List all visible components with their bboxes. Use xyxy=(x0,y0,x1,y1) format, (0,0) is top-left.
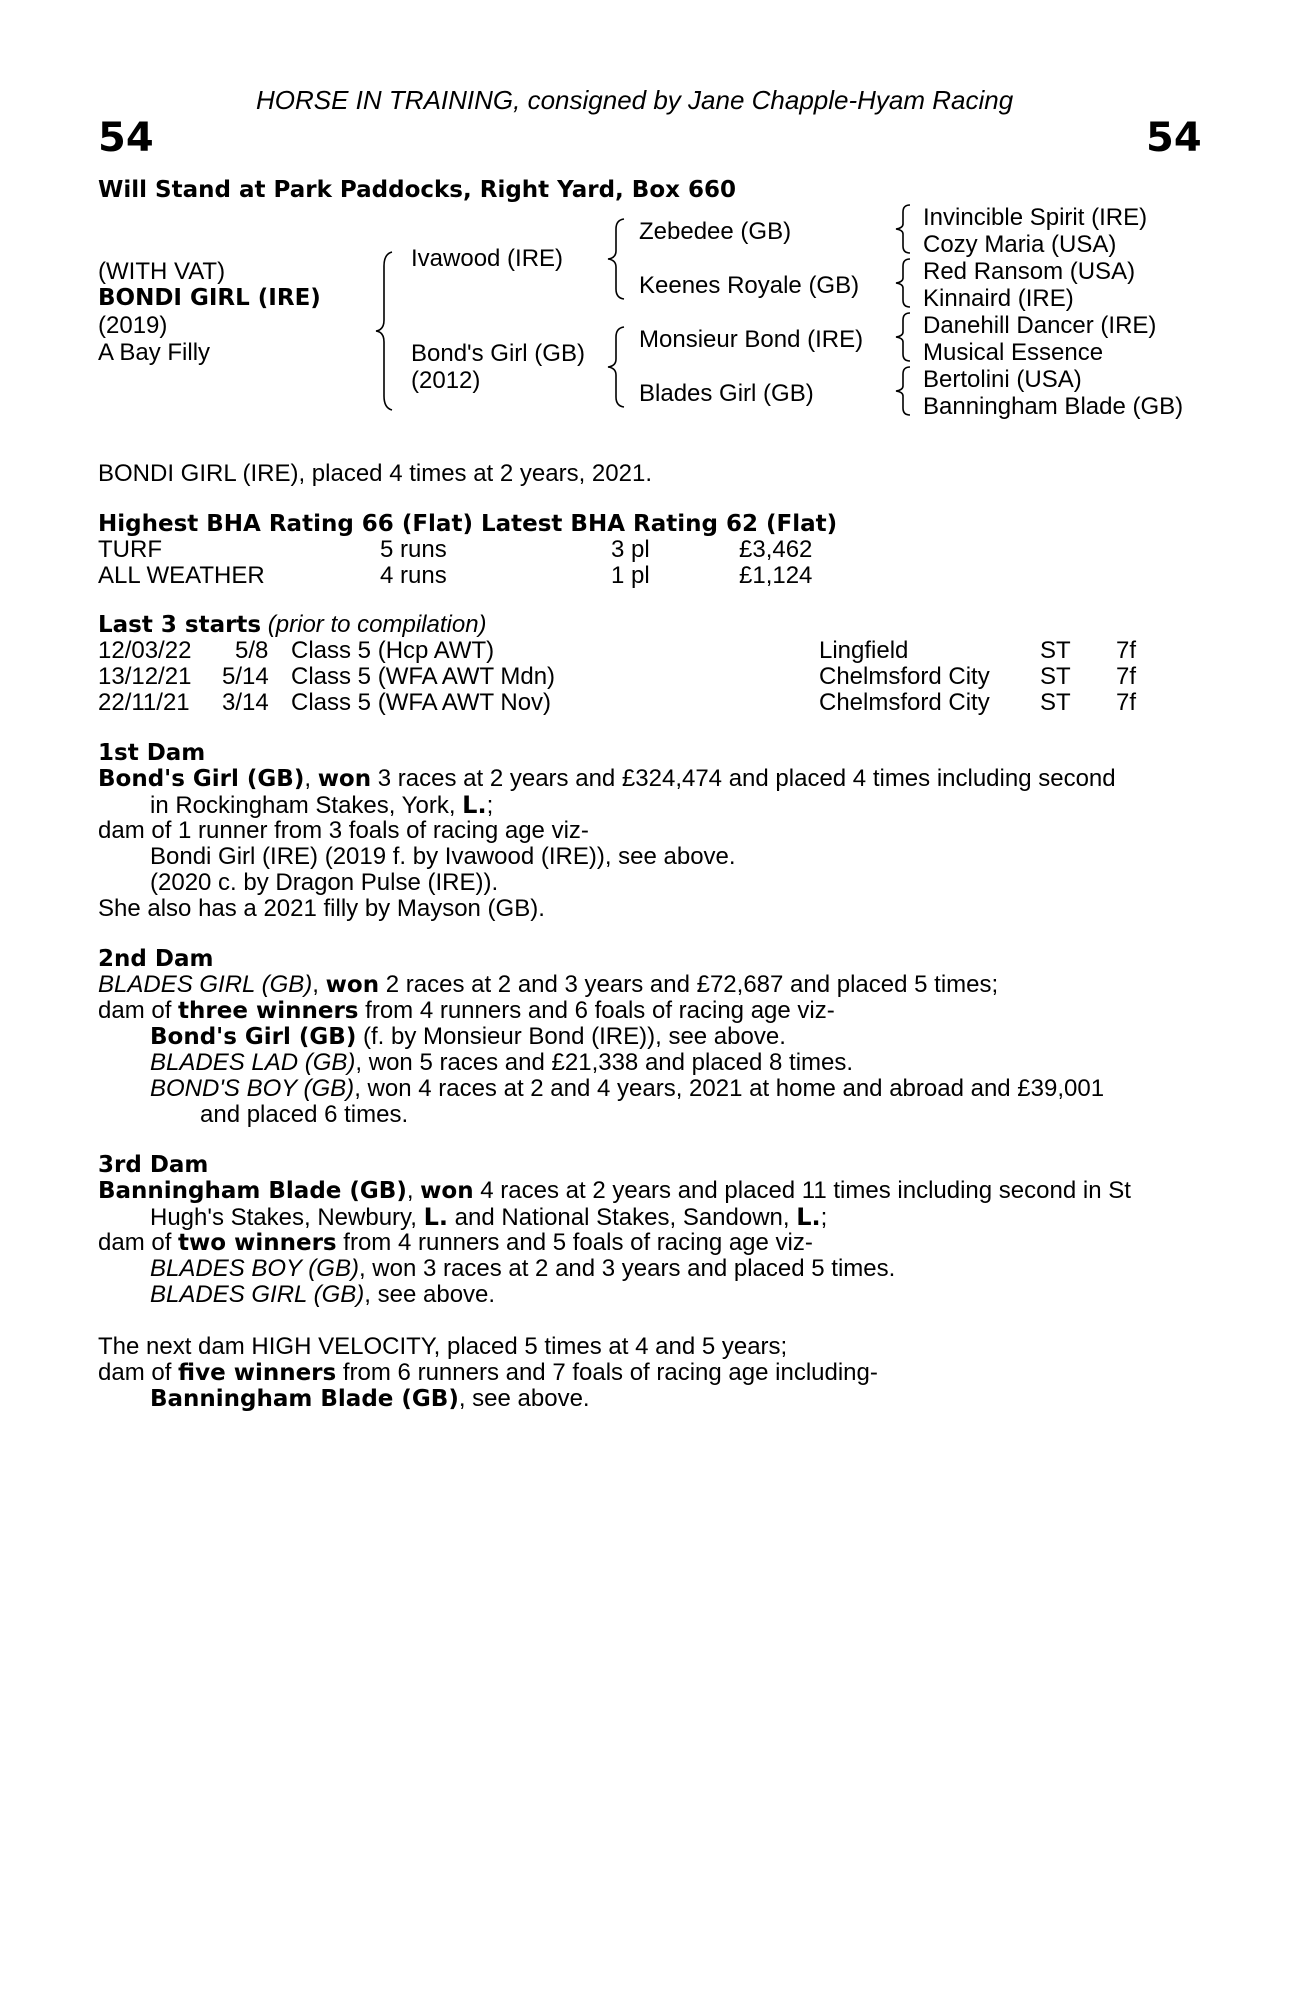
nextdam-line-1: The next dam HIGH VELOCITY, placed 5 times at 4 and 5 years; xyxy=(98,1333,788,1360)
dam2-l4-text: , won 5 races and £21,338 and placed 8 times. xyxy=(355,1049,854,1076)
starts-heading: Last 3 starts xyxy=(98,612,262,638)
dam3-line-5 xyxy=(150,1282,495,1308)
start-course: Chelmsford City xyxy=(819,689,990,716)
pedigree-sire: Ivawood (IRE) xyxy=(411,245,564,272)
pedigree-dam-sire: Monsieur Bond (IRE) xyxy=(639,326,864,353)
dam2-l5-text: , won 4 races at 2 and 4 years, 2021 at home and abroad and £39,001 xyxy=(354,1075,1105,1102)
dam1-line-4: Bondi Girl (IRE) (2019 f. by Ivawood (IRE)), see above. xyxy=(150,843,736,870)
horse-year: (2019) xyxy=(98,312,168,339)
dam2-l2-post: from 4 runners and 6 foals of racing age viz- xyxy=(358,997,835,1024)
pedigree-brace-dam xyxy=(604,325,628,409)
start-date: 13/12/21 xyxy=(98,663,192,690)
start-distance: 7f xyxy=(1116,663,1137,690)
pedigree-brace-g2 xyxy=(892,257,914,309)
dam2-line-6: and placed 6 times. xyxy=(200,1101,409,1128)
ratings-earnings: £3,462 xyxy=(739,536,813,563)
dam1-line-6: She also has a 2021 filly by Mayson (GB). xyxy=(98,895,545,922)
ratings-placed: 1 pl xyxy=(611,562,650,589)
nextdam-line-2 xyxy=(98,1360,878,1386)
dam1-line-2 xyxy=(150,792,493,819)
dam3-l2-mid: and National Stakes, Sandown, xyxy=(448,1204,797,1231)
start-going: ST xyxy=(1040,637,1071,664)
pedigree-dam: Bond's Girl (GB) xyxy=(411,340,585,367)
dam2-l2-pre: dam of xyxy=(98,997,179,1024)
dam2-line-1: BLADES GIRL (GB), won 2 races at 2 and 3 years and £72,687 and placed 5 times; xyxy=(98,971,999,998)
starts-heading-line xyxy=(98,612,487,638)
pedigree-brace-g1 xyxy=(892,203,914,255)
dam2-line-5 xyxy=(150,1076,1104,1102)
pedigree-g7: Bertolini (USA) xyxy=(923,366,1082,393)
dam2-winners: three winners xyxy=(178,998,359,1024)
dam1-heading: 1st Dam xyxy=(98,740,206,766)
dam1-name: Bond's Girl (GB) xyxy=(98,766,305,792)
nextdam-l3-text: , see above. xyxy=(458,1385,590,1412)
nextdam-line-3 xyxy=(150,1386,590,1412)
nextdam-l2-post: from 6 runners and 7 foals of racing age including- xyxy=(336,1359,878,1386)
ratings-surface: TURF xyxy=(98,536,162,563)
pedigree-g5: Danehill Dancer (IRE) xyxy=(923,312,1157,339)
dam3-l5-text: , see above. xyxy=(364,1281,496,1308)
pedigree-g3: Red Ransom (USA) xyxy=(923,258,1136,285)
dam3-l2-text: Hugh's Stakes, Newbury, xyxy=(150,1204,424,1231)
nextdam-l2-pre: dam of xyxy=(98,1359,179,1386)
dam3-line-2 xyxy=(150,1204,827,1231)
dam1-listed-mark: L. xyxy=(462,791,487,819)
dam3-l3-pre: dam of xyxy=(98,1229,179,1256)
pedigree-brace-main xyxy=(372,250,396,412)
start-position: 3/14 xyxy=(222,689,269,716)
lot-number-left: 54 xyxy=(98,115,154,161)
start-going: ST xyxy=(1040,689,1071,716)
dam3-line-1: Banningham Blade (GB), won 4 races at 2 years and placed 11 times including second in St xyxy=(98,1177,1131,1204)
start-distance: 7f xyxy=(1116,689,1137,716)
pedigree-sire-dam: Keenes Royale (GB) xyxy=(639,272,860,299)
dam2-l4-it: BLADES LAD (GB) xyxy=(150,1049,356,1076)
start-position: 5/8 xyxy=(235,637,269,664)
dam3-l5-it: BLADES GIRL (GB) xyxy=(150,1281,365,1308)
dam3-line-4 xyxy=(150,1256,895,1282)
start-race: Class 5 (Hcp AWT) xyxy=(291,637,495,664)
dam2-l1-text: 2 races at 2 and 3 years and £72,687 and placed 5 times; xyxy=(379,971,999,998)
start-distance: 7f xyxy=(1116,637,1137,664)
dam3-won: won xyxy=(420,1178,474,1204)
dam1-l2-end: ; xyxy=(486,792,494,819)
dam1-won: won xyxy=(317,766,372,792)
dam3-heading: 3rd Dam xyxy=(98,1152,209,1178)
pedigree-brace-g3 xyxy=(892,311,914,363)
start-date: 12/03/22 xyxy=(98,637,192,664)
dam1-line-5: (2020 c. by Dragon Pulse (IRE)). xyxy=(150,869,499,896)
ratings-runs: 5 runs xyxy=(380,536,447,563)
ratings-earnings: £1,124 xyxy=(739,562,813,589)
horse-name: BONDI GIRL (IRE) xyxy=(98,285,321,311)
dam2-l3-text: (f. by Monsieur Bond (IRE)), see above. xyxy=(356,1023,786,1050)
dam1-l2-text: in Rockingham Stakes, York, xyxy=(150,792,463,819)
stand-location: Will Stand at Park Paddocks, Right Yard, Box 660 xyxy=(98,177,736,203)
race-summary: BONDI GIRL (IRE), placed 4 times at 2 years, 2021. xyxy=(98,460,652,487)
dam3-line-3 xyxy=(98,1230,813,1256)
starts-note: (prior to compilation) xyxy=(267,611,487,638)
nextdam-l3-bold: Banningham Blade (GB) xyxy=(150,1386,459,1412)
pedigree-g8: Banningham Blade (GB) xyxy=(923,393,1184,420)
dam2-l3-bold: Bond's Girl (GB) xyxy=(150,1024,357,1050)
dam3-winners: two winners xyxy=(178,1230,337,1256)
dam3-name: Banningham Blade (GB) xyxy=(98,1178,407,1204)
dam3-l1-text: 4 races at 2 years and placed 11 times including second in St xyxy=(473,1177,1131,1204)
horse-description: A Bay Filly xyxy=(98,339,211,366)
page-subtitle: HORSE IN TRAINING, consigned by Jane Chapple-Hyam Racing xyxy=(256,85,1014,115)
dam2-line-2 xyxy=(98,998,835,1024)
nextdam-winners: five winners xyxy=(178,1360,337,1386)
start-race: Class 5 (WFA AWT Mdn) xyxy=(291,663,556,690)
dam3-l4-it: BLADES BOY (GB) xyxy=(150,1255,359,1282)
dam2-line-3 xyxy=(150,1024,786,1050)
dam2-line-4 xyxy=(150,1050,853,1076)
dam3-l4-text: , won 3 races at 2 and 3 years and placed 5 times. xyxy=(358,1255,896,1282)
pedigree-sire-sire: Zebedee (GB) xyxy=(639,218,792,245)
dam2-l5-it: BOND'S BOY (GB) xyxy=(150,1075,355,1102)
dam3-l3-post: from 4 runners and 5 foals of racing age viz- xyxy=(336,1229,813,1256)
start-position: 5/14 xyxy=(222,663,269,690)
vat-note: (WITH VAT) xyxy=(98,258,226,285)
ratings-runs: 4 runs xyxy=(380,562,447,589)
start-going: ST xyxy=(1040,663,1071,690)
ratings-surface: ALL WEATHER xyxy=(98,562,265,589)
pedigree-dam-year: (2012) xyxy=(411,367,481,394)
dam1-line-3: dam of 1 runner from 3 foals of racing age viz- xyxy=(98,817,589,844)
start-course: Chelmsford City xyxy=(819,663,990,690)
dam3-l2-end: ; xyxy=(820,1204,828,1231)
start-date: 22/11/21 xyxy=(98,689,190,716)
ratings-placed: 3 pl xyxy=(611,536,650,563)
lot-number-right: 54 xyxy=(1146,115,1202,161)
pedigree-g2: Cozy Maria (USA) xyxy=(923,231,1117,258)
dam3-listed-mark-1: L. xyxy=(423,1203,449,1231)
pedigree-brace-g4 xyxy=(892,365,914,417)
dam2-heading: 2nd Dam xyxy=(98,946,214,972)
dam2-name: BLADES GIRL (GB) xyxy=(98,971,313,998)
ratings-heading: Highest BHA Rating 66 (Flat) Latest BHA Rating 62 (Flat) xyxy=(98,511,838,537)
dam1-line-1: Bond's Girl (GB), won 3 races at 2 years and £324,474 and placed 4 times including second xyxy=(98,765,1116,792)
pedigree-brace-sire xyxy=(604,217,628,301)
pedigree-dam-dam: Blades Girl (GB) xyxy=(639,380,814,407)
dam2-won: won xyxy=(325,972,380,998)
pedigree-g6: Musical Essence xyxy=(923,339,1104,366)
dam1-l1-text: 3 races at 2 years and £324,474 and placed 4 times including second xyxy=(371,765,1116,792)
pedigree-g1: Invincible Spirit (IRE) xyxy=(923,204,1148,231)
start-race: Class 5 (WFA AWT Nov) xyxy=(291,689,552,716)
start-course: Lingfield xyxy=(819,637,909,664)
dam3-listed-mark-2: L. xyxy=(796,1203,821,1231)
pedigree-g4: Kinnaird (IRE) xyxy=(923,285,1074,312)
